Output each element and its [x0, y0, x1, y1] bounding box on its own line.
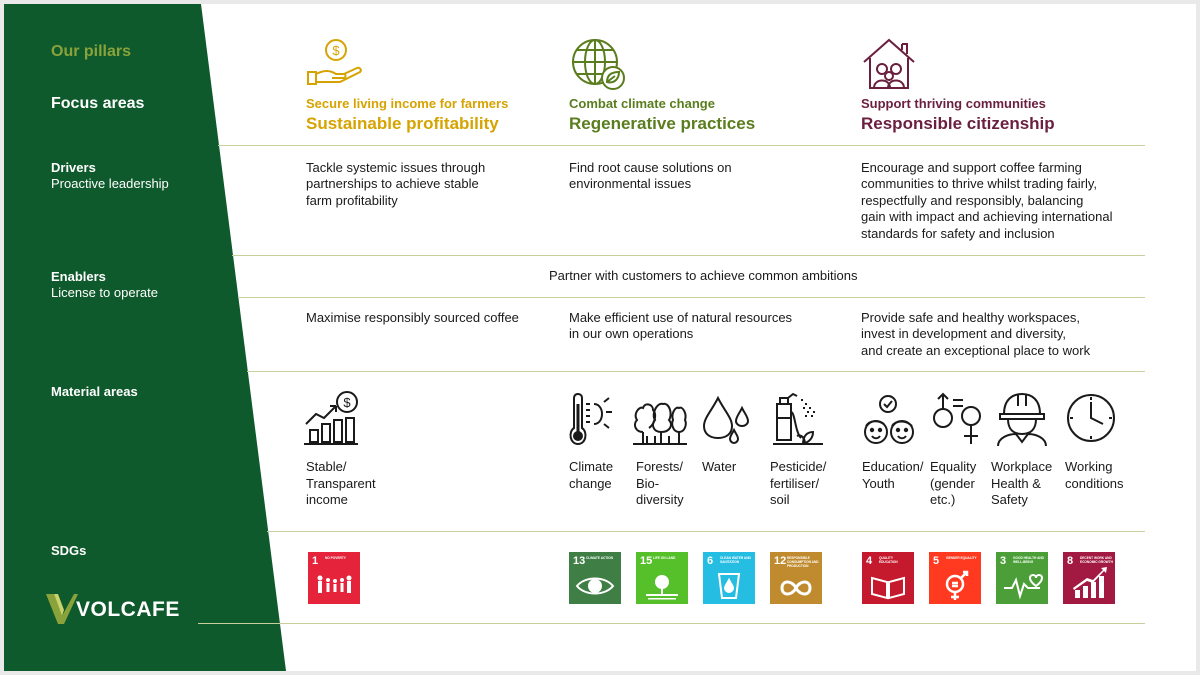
- sidebar-background: [4, 4, 294, 671]
- heartbeat-icon: [996, 552, 1048, 604]
- children-icon: [860, 392, 918, 450]
- sdg-tile-4: 4 QUALITY EDUCATION: [862, 552, 914, 604]
- divider: [198, 623, 1145, 624]
- pillar-3-subtitle: Support thriving communities: [861, 96, 1046, 111]
- water-glass-icon: [703, 552, 755, 604]
- spray-plant-icon: [769, 392, 827, 450]
- gender-icon: [929, 390, 987, 448]
- rising-bars-icon: [1063, 552, 1115, 604]
- enablers-subtitle: License to operate: [51, 285, 158, 300]
- family-icon: [308, 552, 360, 604]
- pillar-2-title: Regenerative practices: [569, 114, 756, 133]
- sdg-tile-5: 5 GENDER EQUALITY: [929, 552, 981, 604]
- material-label-climate: Climate change: [569, 459, 614, 491]
- material-label-equality: Equality (gender etc.): [930, 459, 977, 507]
- enabler-2-text: Make efficient use of natural resources in our own operations: [569, 310, 793, 342]
- enablers-label: Enablers License to operate: [51, 269, 158, 300]
- material-areas-label: Material areas: [51, 384, 138, 399]
- house-people-icon: [860, 36, 918, 92]
- enabler-3-text: Provide safe and healthy workspaces, invest in development and diversity, and create an exceptional place to work: [861, 310, 1091, 358]
- divider: [247, 371, 1145, 372]
- sdg-tile-12: 12 RESPONSIBLE CONSUMPTION AND PRODUCTION: [770, 552, 822, 604]
- sdg-tile-8: 8 DECENT WORK AND ECONOMIC GROWTH: [1063, 552, 1115, 604]
- our-pillars-label: Our pillars: [51, 43, 132, 60]
- thermometer-icon: [564, 390, 622, 448]
- clock-icon: [1063, 390, 1121, 448]
- trees-icon: [631, 392, 689, 450]
- tree-birds-icon: [636, 552, 688, 604]
- pillar-1-subtitle: Secure living income for farmers: [306, 96, 509, 111]
- drivers-label: Drivers Proactive leadership: [51, 160, 169, 191]
- volcafe-logo: [44, 592, 184, 628]
- book-icon: [862, 552, 914, 604]
- sdg-tile-15: 15 LIFE ON LAND: [636, 552, 688, 604]
- driver-1-text: Tackle systemic issues through partnerships to achieve stable farm profitability: [306, 160, 486, 208]
- material-label-forests: Forests/ Bio- diversity: [636, 459, 684, 507]
- driver-2-text: Find root cause solutions on environmental issues: [569, 160, 732, 192]
- sdg-tile-13: 13 CLIMATE ACTION: [569, 552, 621, 604]
- pillar-1-title: Sustainable profitability: [306, 114, 499, 133]
- drivers-subtitle: Proactive leadership: [51, 176, 169, 191]
- enablers-common-text: Partner with customers to achieve common ambitions: [549, 268, 858, 283]
- focus-areas-label: Focus areas: [51, 95, 145, 112]
- material-label-pesticide: Pesticide/ fertiliser/ soil: [770, 459, 827, 507]
- sdg-tile-3: 3 GOOD HEALTH AND WELL-BEING: [996, 552, 1048, 604]
- divider: [267, 531, 1145, 532]
- material-label-water: Water: [702, 459, 737, 474]
- slide: [4, 4, 1196, 671]
- material-label-income: Stable/ Transparent income: [306, 459, 376, 507]
- material-label-education: Education/ Youth: [862, 459, 924, 491]
- hard-hat-worker-icon: [994, 390, 1052, 448]
- material-label-workplace: Workplace Health & Safety: [991, 459, 1053, 507]
- eye-globe-icon: [569, 552, 621, 604]
- volcafe-wordmark: VOLCAFE: [76, 598, 180, 621]
- hand-coin-icon: [304, 36, 366, 88]
- sdg-tile-1: 1 NO POVERTY: [308, 552, 360, 604]
- svg-text:$: $: [332, 43, 340, 58]
- svg-text:$: $: [343, 395, 351, 410]
- divider: [232, 255, 1145, 256]
- volcafe-v-icon: [44, 592, 80, 626]
- divider: [238, 297, 1145, 298]
- sdg-tile-6: 6 CLEAN WATER AND SANITATION: [703, 552, 755, 604]
- divider: [218, 145, 1145, 146]
- globe-leaf-icon: [569, 36, 629, 92]
- gender-equality-icon: [929, 552, 981, 604]
- sdgs-label: SDGs: [51, 543, 87, 558]
- material-label-working-conditions: Working conditions: [1065, 459, 1124, 491]
- infinity-icon: [770, 552, 822, 604]
- pillar-2-subtitle: Combat climate change: [569, 96, 715, 111]
- enabler-1-text: Maximise responsibly sourced coffee: [306, 310, 519, 325]
- growth-chart-icon: [302, 388, 360, 446]
- pillar-3-title: Responsible citizenship: [861, 114, 1055, 133]
- water-drops-icon: [698, 390, 756, 448]
- driver-3-text: Encourage and support coffee farming communities to thrive whilst trading fairly, respectfully and responsibly, balancing gain with impact and achieving international standards for safety and inclusion: [861, 160, 1113, 241]
